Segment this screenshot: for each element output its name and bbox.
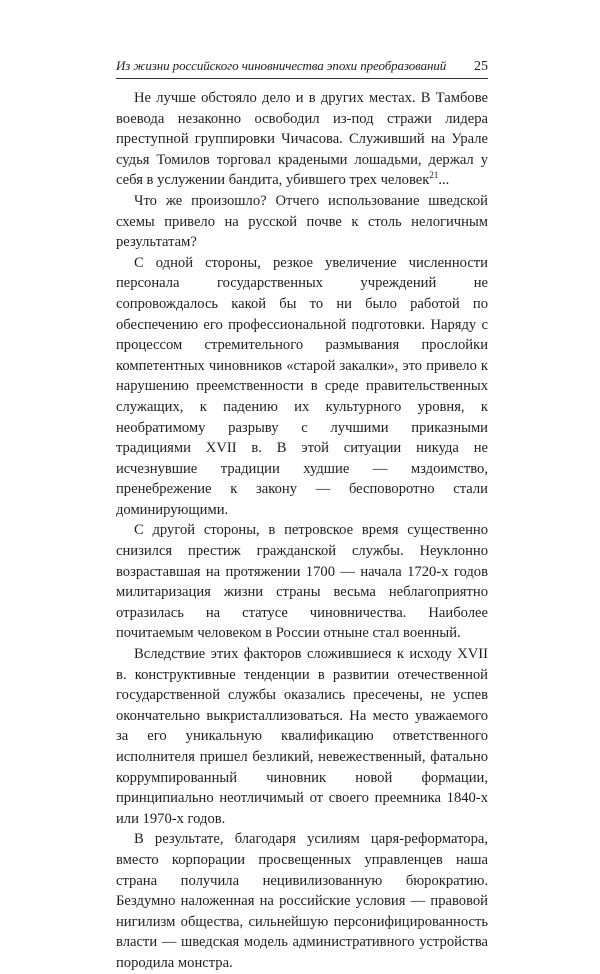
- paragraph-1: [116, 88, 488, 191]
- paragraph-1-ellipsis: ...: [438, 172, 450, 189]
- body-text: [116, 88, 488, 974]
- running-title: Из жизни российского чиновничества эпохи преобразований: [116, 58, 447, 73]
- paragraph-4: С другой стороны, в петровское время существенно снизился престиж гражданской службы. Неуклонно возраставшая на протяжении 1700 — начала 1720-х годов милитаризация жизни страны весьма неблагоприятно отразилась на статусе чиновничества. Наиболее почитаемым человеком в России отныне стал военный.: [116, 522, 488, 642]
- paragraph-2: Что же произошло? Отчего использование шведской схемы привело на русской почве к столь нелогичным результатам?: [116, 192, 488, 251]
- page-number: 25: [474, 59, 488, 74]
- paragraph-5: Вследствие этих факторов сложившиеся к исходу XVII в. конструктивные тенденции в развитии отечественной государственной службы оказались пресечены, не успев окончательно выкристаллизоваться. На место уважаемого за его уникальную квалификацию ответственного исполнителя пришел безликий, невежественный, фатально коррумпированный чиновник новой формации, принципиально неотличимый от своего преемника 1840-х или 1970-х годов.: [116, 646, 488, 827]
- footnote-marker: 21: [429, 170, 439, 181]
- paragraph-6: В результате, благодаря усилиям царя-реформатора, вместо корпорации просвещенных управленцев наша страна получила нецивилизованную бюрократию. Бездумно наложенная на российские условия — правовой нигилизм общества, сильнейшую персонифицированность власти — шведская модель административного устройства породила монстра.: [116, 831, 488, 971]
- header-rule: [116, 78, 488, 79]
- paragraph-1-text: Не лучше обстояло дело и в других местах. В Тамбове воевода незаконно освободил из-под стражи лидера преступной группировки Чичасова. Служивший на Урале судья Томилов торговал крадеными лошадьми, держал у себя в услужении бандита, убившего трех человек: [116, 90, 488, 189]
- paragraph-3: С одной стороны, резкое увеличение численности персонала государственных учреждений не сопровождалось какой бы то ни было работой по обеспечению его профессиональной подготовки. Наряду с процессом стремительного размывания прослойки компетентных чиновников «старой закалки», это привело к нарушению преемственности в среде правительственных служащих, к падению их культурного уровня, к необратимому разрыву с лучшими приказными традициями XVII в. В этой ситуации никуда не исчезнувшие традиции худшие — мздоимство, пренебрежение к закону — бесповоротно стали доминирующими.: [116, 254, 488, 518]
- running-head: [116, 58, 488, 75]
